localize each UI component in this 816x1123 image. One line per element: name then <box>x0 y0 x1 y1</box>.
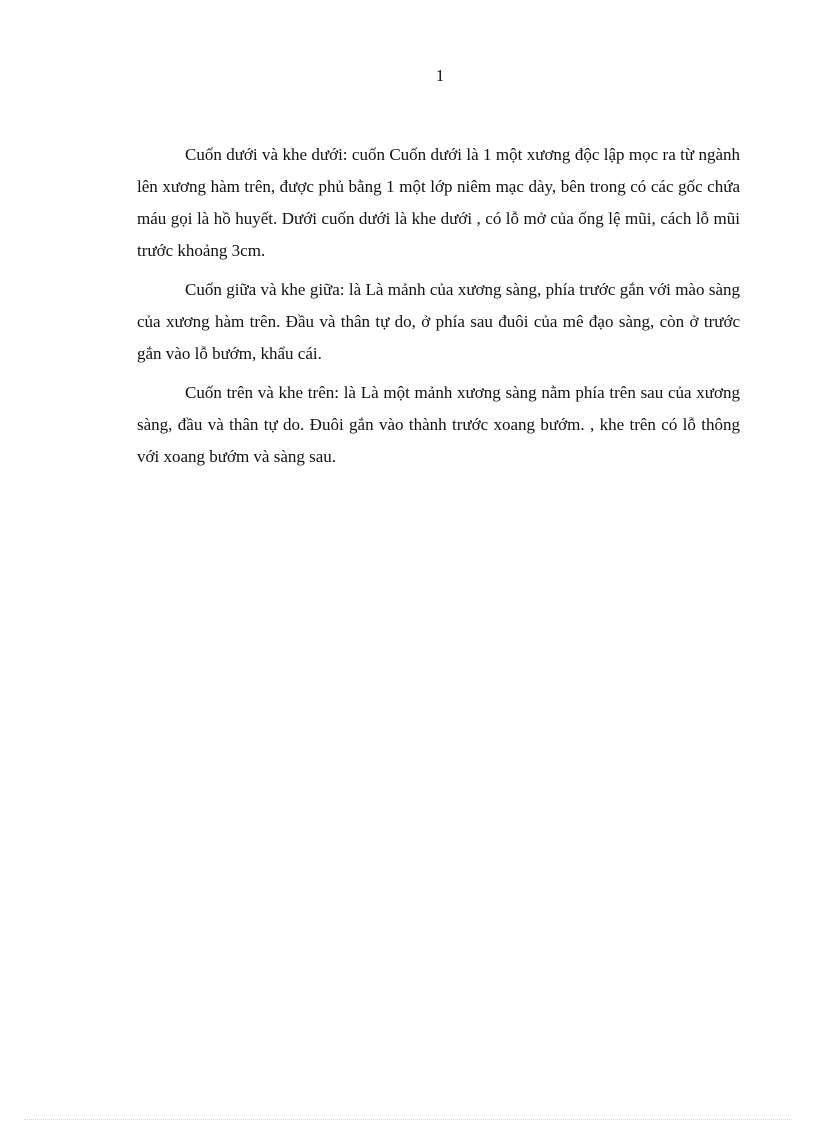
paragraph-middle-turbinate: Cuốn giữa và khe giữa: là Là mảnh của xương sàng, phía trước gắn với mào sàng của xương hàm trên. Đầu và thân tự do, ở phía sau đuôi của mê đạo sàng, còn ở trước gắn vào lỗ bướm, khẩu cái. <box>137 280 740 363</box>
body-text <box>137 139 740 480</box>
page-bottom-divider <box>24 1119 792 1120</box>
paragraph-superior-turbinate: Cuốn trên và khe trên: là Là một mảnh xương sàng nằm phía trên sau của xương sàng, đầu và thân tự do. Đuôi gắn vào thành trước xoang bướm. , khe trên có lỗ thông với xoang bướm và sàng sau. <box>137 383 740 466</box>
page-number: 1 <box>435 66 445 85</box>
paragraph-inferior-turbinate: Cuốn dưới và khe dưới: cuốn Cuốn dưới là 1 một xương độc lập mọc ra từ ngành lên xương hàm trên, được phủ bằng 1 một lớp niêm mạc dày, bên trong có các gốc chứa máu gọi là hồ huyết. Dưới cuốn dưới là khe dưới , có lỗ mở của ống lệ mũi, cách lỗ mũi trước khoảng 3cm. <box>137 145 740 260</box>
